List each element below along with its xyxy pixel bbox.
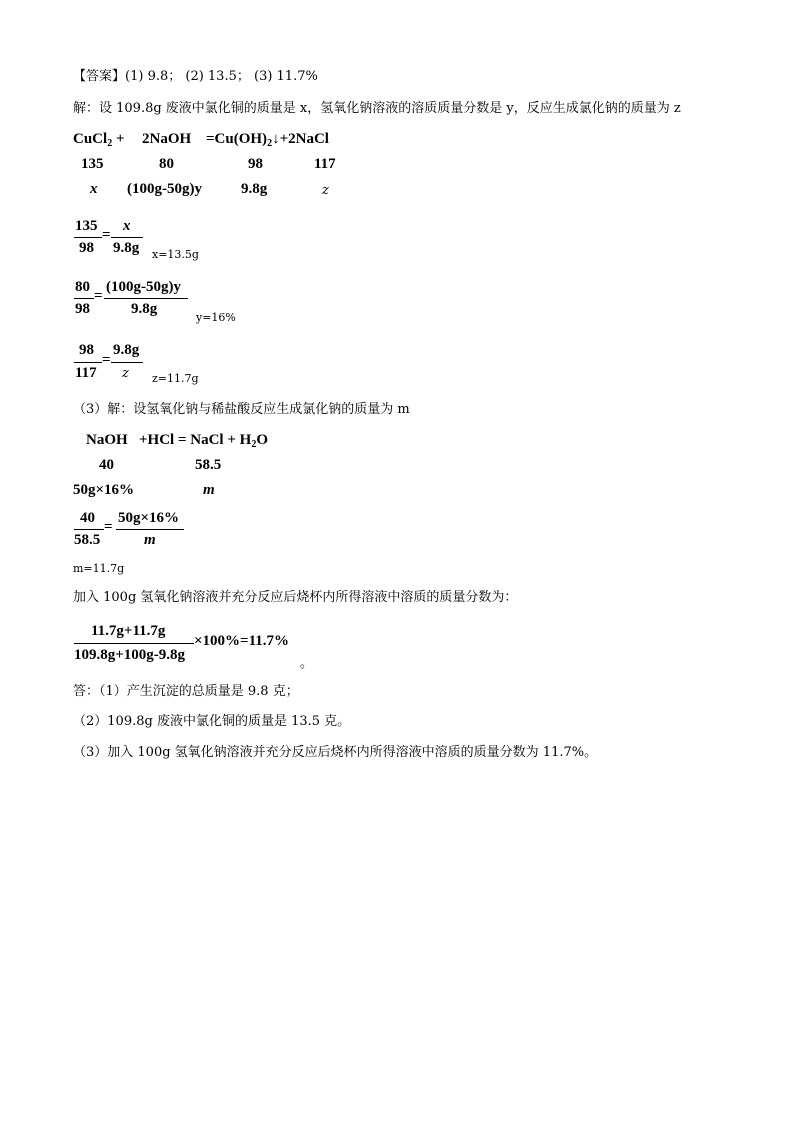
ratio4-num: 40 xyxy=(80,510,95,526)
conclusion-1: 答：（1）产生沉淀的总质量是 9.8 克； xyxy=(73,684,299,699)
subscript: 2 xyxy=(251,439,257,450)
given-mass: 9.8g xyxy=(241,181,268,197)
ratio2-num: 80 xyxy=(75,279,90,295)
ratio1-rbar xyxy=(111,237,143,238)
eq2-given: 50g×16% xyxy=(73,482,135,498)
answer-bracket-label: 【答案】 xyxy=(73,69,126,84)
eq2-naoh: NaOH xyxy=(86,432,128,448)
conclusion-3: （3）加入 100g 氢氧化钠溶液并充分反应后烧杯内所得溶液中溶质的质量分数为 11.7%。 xyxy=(73,745,598,760)
m-result: m=11.7g xyxy=(73,562,125,575)
product-text: =Cu(OH) xyxy=(206,131,268,147)
ratio4-rden: m xyxy=(144,532,156,548)
product-cuoh2 xyxy=(206,131,329,149)
reactant-cucl2: CuCl xyxy=(73,131,108,147)
ratio2-den: 98 xyxy=(75,301,90,317)
ratio3-num: 98 xyxy=(79,342,94,358)
ratio2-result: y=16% xyxy=(196,311,236,324)
unknown-y: (100g-50g)y xyxy=(127,181,202,197)
ratio2-rden: 9.8g xyxy=(131,301,158,317)
equation-1 xyxy=(73,131,125,149)
final-intro: 加入 100g 氢氧化钠溶液并充分反应后烧杯内所得溶液中溶质的质量分数为： xyxy=(73,590,518,605)
mass-nacl: 117 xyxy=(314,156,336,172)
final-num: 11.7g+11.7g xyxy=(91,623,166,639)
eq2-rest xyxy=(139,432,268,450)
final-bar xyxy=(74,643,194,644)
mass-cuoh2: 98 xyxy=(248,156,263,172)
mass-cucl2: 135 xyxy=(81,156,104,172)
ratio2-bar xyxy=(74,298,94,299)
conclusion-2: （2）109.8g 废液中氯化铜的质量是 13.5 克。 xyxy=(73,714,351,729)
unknown-x: x xyxy=(90,181,98,197)
ratio2-rnum: (100g-50g)y xyxy=(106,279,181,295)
plus-sign: + xyxy=(115,131,125,147)
ratio3-rden: z xyxy=(122,366,129,381)
eq2-unknown: m xyxy=(203,482,215,498)
part3-intro: （3）解：设氢氧化钠与稀盐酸反应生成氯化钠的质量为 m xyxy=(73,402,410,417)
ratio1-bar xyxy=(74,237,102,238)
ratio4-rbar xyxy=(116,529,184,530)
ratio1-rnum: x xyxy=(123,218,131,234)
ratio3-bar xyxy=(74,362,102,363)
answer-values: (1) 9.8； (2) 13.5； (3) 11.7% xyxy=(125,69,318,84)
reactant-naoh: 2NaOH xyxy=(142,131,192,147)
ratio3-rnum: 9.8g xyxy=(113,342,140,358)
final-den: 109.8g+100g-9.8g xyxy=(74,647,186,663)
ratio4-bar xyxy=(74,529,104,530)
ratio2-eq: = xyxy=(94,288,103,304)
mass-naoh: 80 xyxy=(159,156,174,172)
eq2-o: O xyxy=(256,432,268,448)
unknown-z: z xyxy=(322,183,329,198)
eq2-mass-nacl: 58.5 xyxy=(195,457,222,473)
ratio1-num: 135 xyxy=(75,218,98,234)
ratio4-den: 58.5 xyxy=(74,532,101,548)
answer-header xyxy=(73,68,318,86)
eq2-mid: +HCl = NaCl + H xyxy=(139,432,252,448)
ratio1-result: x=13.5g xyxy=(152,248,199,261)
ratio3-result: z=11.7g xyxy=(152,372,199,385)
ratio4-rnum: 50g×16% xyxy=(118,510,180,526)
solution-intro: 解：设 109.8g 废液中氯化铜的质量是 x，氢氧化钠溶液的溶质质量分数是 y，反应生成氯化钠的质量为 z xyxy=(73,101,681,116)
ratio2-rbar xyxy=(104,298,188,299)
eq2-mass-naoh: 40 xyxy=(99,457,114,473)
ratio1-eq: = xyxy=(102,227,111,243)
subscript: 2 xyxy=(267,138,273,149)
final-tail: ×100%=11.7% xyxy=(194,633,290,649)
product-nacl: ↓+2NaCl xyxy=(272,131,329,147)
ratio3-den: 117 xyxy=(75,365,97,381)
ratio1-rden: 9.8g xyxy=(113,240,140,256)
ratio4-eq: = xyxy=(104,519,113,535)
final-end: 。 xyxy=(300,656,314,671)
ratio3-eq: = xyxy=(102,352,111,368)
ratio1-den: 98 xyxy=(79,240,94,256)
ratio3-rbar xyxy=(111,362,143,363)
subscript: 2 xyxy=(107,138,113,149)
